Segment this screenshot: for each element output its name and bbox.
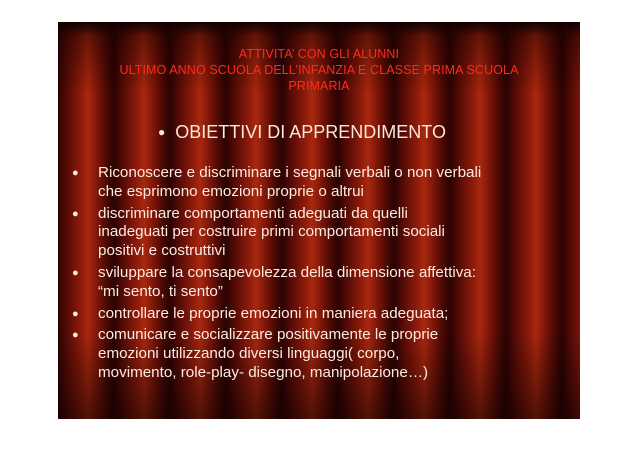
list-item <box>72 326 580 382</box>
item-line: Riconoscere e discriminare i segnali verbali o non verbali <box>98 164 482 181</box>
item-line: positivi e costruttivi <box>98 242 226 260</box>
bullet-icon: ● <box>72 307 79 320</box>
item-line: “mi sento, ti sento” <box>98 282 223 300</box>
list-item <box>72 305 580 324</box>
item-line: controllare le proprie emozioni in maniera adeguata; <box>98 304 449 322</box>
item-line: inadeguati per costruire primi comportamenti sociali <box>98 223 445 241</box>
list-item <box>72 205 580 261</box>
objectives-list <box>72 164 580 386</box>
title-line-3: PRIMARIA <box>288 79 350 93</box>
item-line: movimento, role-play- disegno, manipolazione…) <box>98 363 429 381</box>
item-line: discriminare comportamenti adeguati da quelli <box>98 204 408 222</box>
slide-curtain-background <box>58 22 580 419</box>
bullet-icon: ● <box>72 329 79 342</box>
bullet-icon: ● <box>72 266 79 279</box>
item-line: emozioni utilizzando diversi linguaggi( corpo, <box>98 345 400 363</box>
bullet-icon: ● <box>72 207 79 220</box>
item-line: che esprimono emozioni proprie o altrui <box>98 182 364 200</box>
item-line: comunicare e socializzare positivamente le proprie <box>98 326 439 344</box>
curtain-top-shade <box>58 22 580 36</box>
slide-title <box>58 46 580 94</box>
item-line: sviluppare la consapevolezza della dimensione affettiva: <box>98 263 476 281</box>
heading-text: OBIETTIVI DI APPRENDIMENTO <box>175 122 446 142</box>
list-item <box>72 164 580 202</box>
title-line-1: ATTIVITA’ CON GLI ALUNNI <box>238 47 400 61</box>
bullet-icon: ● <box>158 125 166 139</box>
title-line-2: ULTIMO ANNO SCUOLA DELL’INFANZIA E CLASSE PRIMA SCUOLA <box>119 63 519 77</box>
list-item <box>72 264 580 302</box>
bullet-icon: ● <box>72 167 79 179</box>
objectives-heading <box>158 122 446 143</box>
